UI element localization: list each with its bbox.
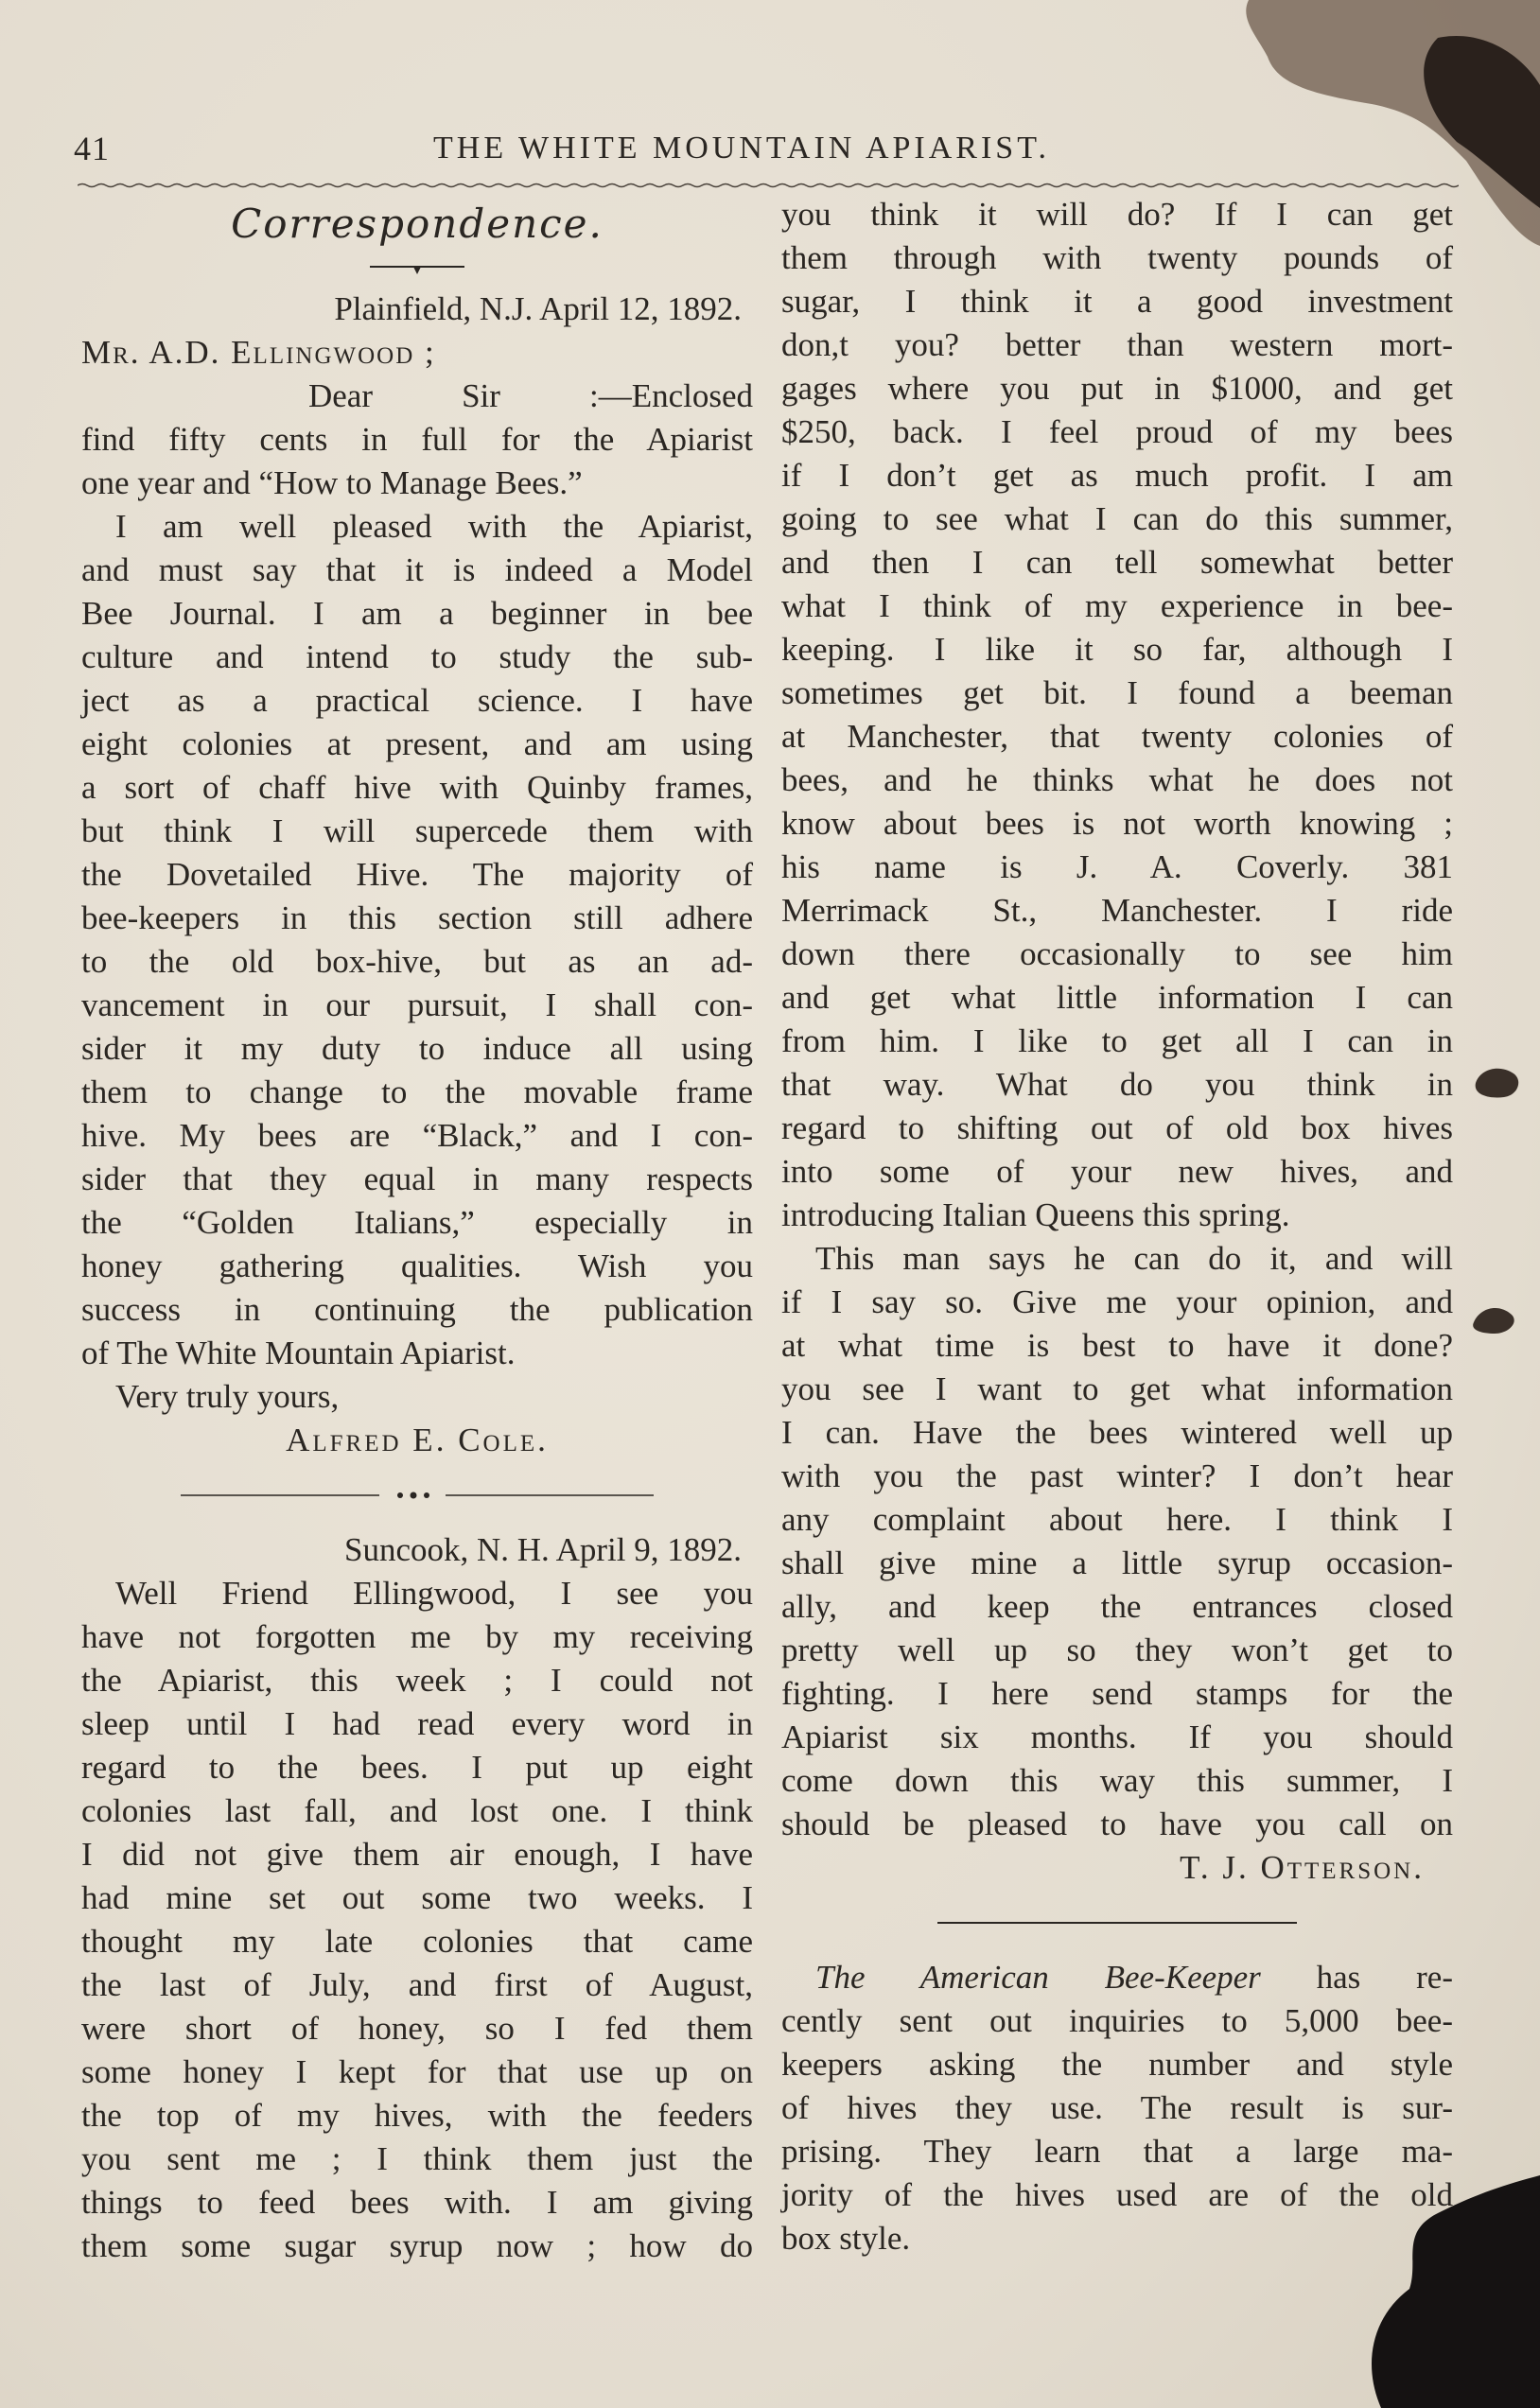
text-line: sider it my duty to induce all using	[81, 1030, 753, 1067]
text-line: hive. My bees are “Black,” and I con-	[81, 1117, 753, 1154]
text-line: Well Friend Ellingwood, I see you	[115, 1575, 753, 1612]
text-line: them to change to the movable frame	[81, 1073, 753, 1110]
text-line: I can. Have the bees wintered well up	[781, 1414, 1453, 1451]
text-line: sider that they equal in many respects	[81, 1160, 753, 1197]
text-line: with you the past winter? I don’t hear	[781, 1457, 1453, 1494]
text-line: keeping. I like it so far, although I	[781, 631, 1453, 668]
text-line: ject as a practical science. I have	[81, 682, 753, 719]
text-line: Merrimack St., Manchester. I ride	[781, 892, 1453, 929]
text-line: honey gathering qualities. Wish you	[81, 1248, 753, 1284]
note-body	[781, 1999, 1453, 2260]
text-line: going to see what I can do this summer,	[781, 500, 1453, 537]
small-blot-icon	[1471, 1059, 1528, 1107]
text-line: pretty well up so they won’t get to	[781, 1632, 1453, 1668]
text-line: Dear Sir :—Enclosed	[308, 377, 753, 414]
text-line: keepers asking the number and style	[781, 2046, 1453, 2083]
text-line: had mine set out some two weeks. I	[81, 1879, 753, 1916]
text-line: Apiarist six months. If you should	[781, 1719, 1453, 1755]
text-line: eight colonies at present, and am using	[81, 725, 753, 762]
text-line: and get what little information I can	[781, 979, 1453, 1016]
text-line: I did not give them air enough, I have	[81, 1836, 753, 1873]
text-line: of The White Mountain Apiarist.	[81, 1335, 516, 1371]
divider-ornament-icon	[181, 1486, 654, 1505]
text-line: don,t you? better than western mort-	[781, 326, 1453, 363]
letter1-closing: Very truly yours,	[115, 1378, 340, 1415]
ornament-rule-icon	[360, 259, 474, 278]
text-line: the last of July, and first of August,	[81, 1966, 753, 2003]
letter1-dateline: Plainfield, N.J. April 12, 1892.	[334, 290, 742, 327]
text-line: the Dovetailed Hive. The majority of	[81, 856, 753, 893]
text-line: fighting. I here send stamps for the	[781, 1675, 1453, 1712]
text-line: $250, back. I feel proud of my bees	[781, 413, 1453, 450]
letter1-signature: Alfred E. Cole.	[286, 1422, 549, 1458]
text-line: cently sent out inquiries to 5,000 bee-	[781, 2002, 1453, 2039]
text-line: sometimes get bit. I found a beeman	[781, 674, 1453, 711]
text-line: vancement in our pursuit, I shall con-	[81, 986, 753, 1023]
text-line: to the old box-hive, but as an ad-	[81, 943, 753, 980]
text-line: of hives they use. The result is sur-	[781, 2089, 1453, 2126]
text-line: one year and “How to Manage Bees.”	[81, 464, 583, 501]
letter2-dateline: Suncook, N. H. April 9, 1892.	[344, 1531, 742, 1568]
letter2-signature: T. J. Otterson.	[1180, 1849, 1425, 1886]
page-number: 41	[74, 130, 110, 167]
text-line: a sort of chaff hive with Quinby frames,	[81, 769, 753, 806]
divider-rule-icon	[937, 1918, 1297, 1928]
text-line: his name is J. A. Coverly. 381	[781, 848, 1453, 885]
text-line: at what time is best to have it done?	[781, 1327, 1453, 1364]
text-line: find fifty cents in full for the Apiarist	[81, 421, 753, 458]
text-line: introducing Italian Queens this spring.	[781, 1196, 1290, 1233]
text-line: the Apiarist, this week ; I could not	[81, 1662, 753, 1699]
text-line: know about bees is not worth knowing ;	[781, 805, 1453, 842]
text-line: bee-keepers in this section still adhere	[81, 899, 753, 936]
text-line: you think it will do? If I can get	[781, 196, 1453, 233]
text-line: at Manchester, that twenty colonies of	[781, 718, 1453, 755]
text-line: Bee Journal. I am a beginner in bee	[81, 595, 753, 632]
text-line: the top of my hives, with the feeders	[81, 2097, 753, 2134]
note-first-line-rest: has re-	[1260, 1959, 1453, 1996]
text-line: should be pleased to have you call on	[781, 1806, 1453, 1842]
text-line: success in continuing the publication	[81, 1291, 753, 1328]
note-divider	[781, 1890, 1453, 1956]
letter1-body	[81, 375, 753, 1375]
text-line: ally, and keep the entrances closed	[781, 1588, 1453, 1625]
text-line: things to feed bees with. I am giving	[81, 2184, 753, 2221]
text-line: were short of honey, so I fed them	[81, 2010, 753, 2047]
text-line: have not forgotten me by my receiving	[81, 1618, 753, 1655]
letter2-body-right	[781, 193, 1453, 1846]
text-line: jority of the hives used are of the old	[781, 2176, 1453, 2213]
text-line: shall give mine a little syrup occasion-	[781, 1544, 1453, 1581]
title-ornament	[81, 250, 753, 288]
text-line: culture and intend to study the sub-	[81, 638, 753, 675]
text-line: into some of your new hives, and	[781, 1153, 1453, 1190]
right-column	[781, 193, 1453, 2260]
text-line: what I think of my experience in bee-	[781, 587, 1453, 624]
note-title: The American Bee-Keeper	[815, 1959, 1261, 1996]
note-first-line	[781, 1956, 1453, 1999]
text-line: if I say so. Give me your opinion, and	[781, 1283, 1453, 1320]
text-line: gages where you put in $1000, and get	[781, 370, 1453, 407]
text-line: but think I will supercede them with	[81, 812, 753, 849]
text-line: prising. They learn that a large ma-	[781, 2133, 1453, 2170]
text-line: box style.	[781, 2220, 911, 2257]
text-line: This man says he can do it, and will	[815, 1240, 1453, 1277]
letter1-salutation: Mr. A.D. Ellingwood ;	[81, 334, 436, 371]
text-line: sugar, I think it a good investment	[781, 283, 1453, 320]
text-line: and then I can tell somewhat better	[781, 544, 1453, 581]
text-line: them through with twenty pounds of	[781, 239, 1453, 276]
text-line: I am well pleased with the Apiarist,	[115, 508, 753, 545]
text-line: if I don’t get as much profit. I am	[781, 457, 1453, 494]
journal-title: THE WHITE MOUNTAIN APIARIST.	[433, 131, 1050, 166]
text-line: the “Golden Italians,” especially in	[81, 1204, 753, 1241]
page-header	[74, 129, 1464, 182]
header-wavy-rule	[78, 183, 1459, 188]
text-line: and must say that it is indeed a Model	[81, 551, 753, 588]
text-line: you see I want to get what information	[781, 1370, 1453, 1407]
text-line: regard to shifting out of old box hives	[781, 1109, 1453, 1146]
text-line: come down this way this summer, I	[781, 1762, 1453, 1799]
text-line: down there occasionally to see him	[781, 935, 1453, 972]
small-blot-icon	[1466, 1296, 1523, 1343]
text-line: bees, and he thinks what he does not	[781, 761, 1453, 798]
text-line: colonies last fall, and lost one. I think	[81, 1792, 753, 1829]
letter2-body-left	[81, 1572, 753, 2268]
text-line: regard to the bees. I put up eight	[81, 1749, 753, 1786]
text-line: them some sugar syrup now ; how do	[81, 2227, 753, 2264]
text-line: some honey I kept for that use up on	[81, 2053, 753, 2090]
letter-divider	[81, 1462, 753, 1528]
left-column	[81, 193, 753, 2268]
section-title: Correspondence.	[231, 201, 604, 247]
text-line: that way. What do you think in	[781, 1066, 1453, 1103]
text-line: sleep until I had read every word in	[81, 1705, 753, 1742]
text-line: from him. I like to get all I can in	[781, 1022, 1453, 1059]
text-line: you sent me ; I think them just the	[81, 2140, 753, 2177]
text-line: thought my late colonies that came	[81, 1923, 753, 1960]
text-line: any complaint about here. I think I	[781, 1501, 1453, 1538]
